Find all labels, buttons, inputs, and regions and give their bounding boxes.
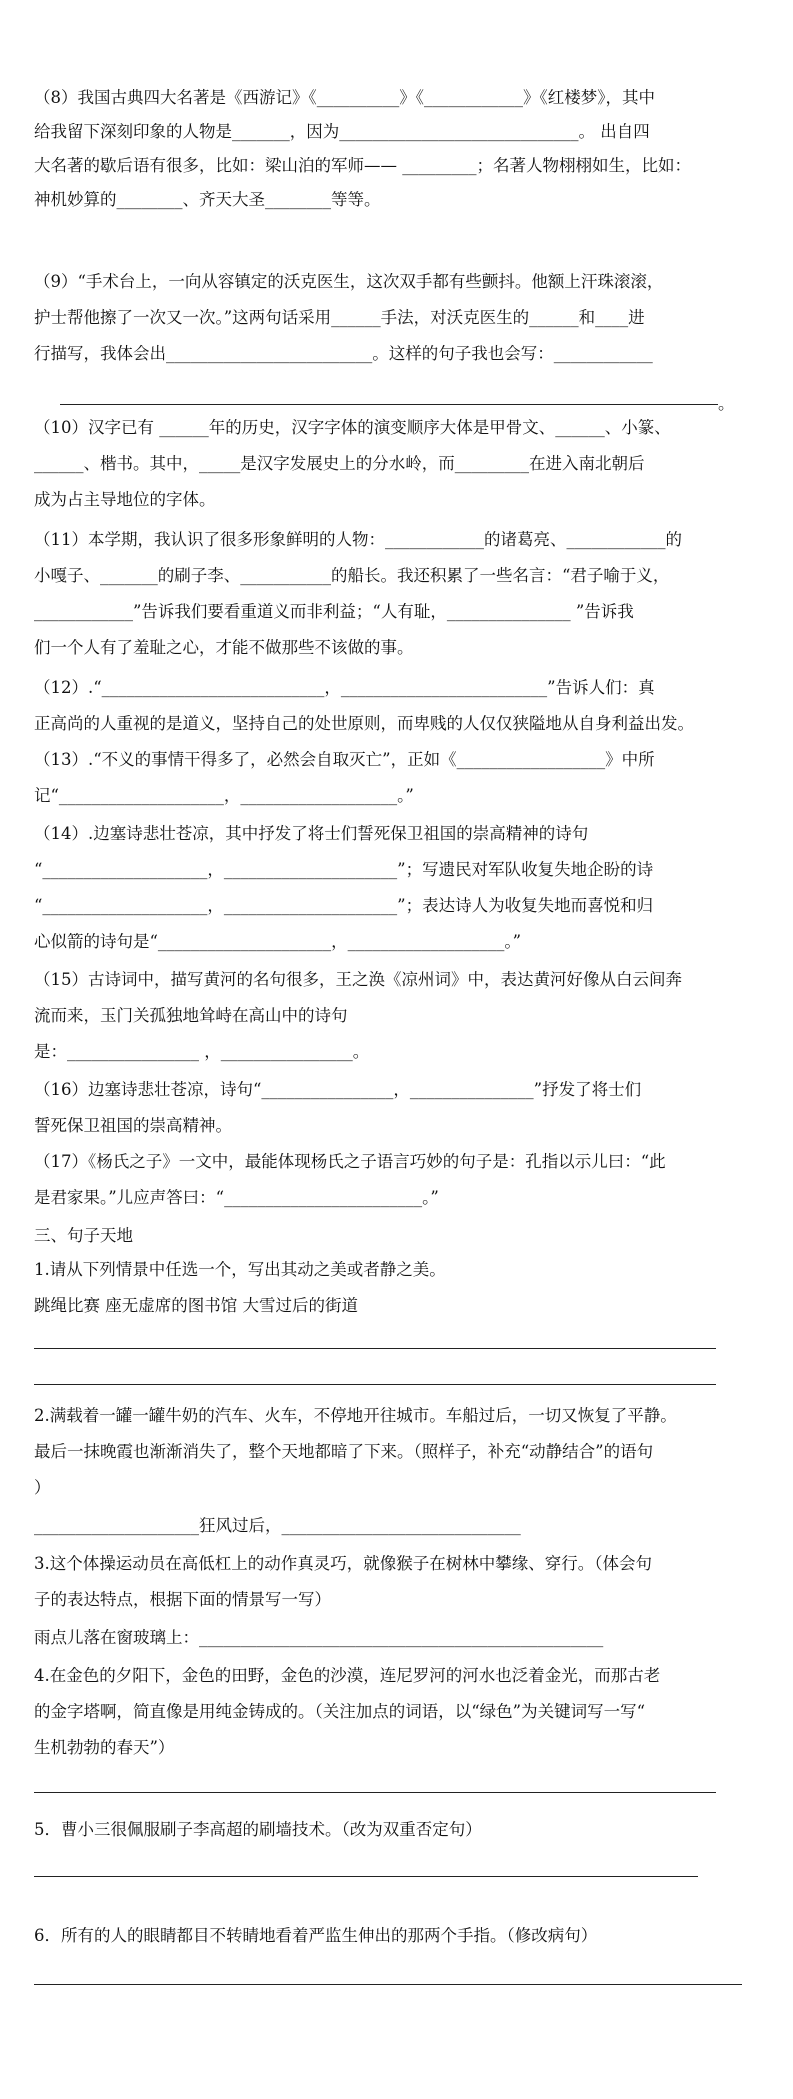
- text-line: ______、楷书。其中，_____是汉字发展史上的分水岭，而_________在进入南北朝后: [34, 454, 645, 473]
- text-line: 给我留下深刻印象的人物是_______，因为_____________________________。 出自四: [34, 122, 650, 141]
- text-line: 6．所有的人的眼睛都目不转睛地看着严监生伸出的那两个手指。（修改病句）: [34, 1926, 598, 1945]
- text-line: 记“____________________，___________________。”: [34, 786, 414, 805]
- text-line: （9）“手术台上，一向从容镇定的沃克医生，这次双手都有些颤抖。他额上汗珠滚滚，: [34, 272, 664, 291]
- text-line: 流而来，玉门关孤独地耸峙在高山中的诗句: [34, 1006, 348, 1025]
- text-line: 成为占主导地位的字体。: [34, 490, 216, 509]
- text-line: 是：________________ ，________________。: [34, 1042, 370, 1061]
- text-line: 子的表达特点，根据下面的情景写一写）: [34, 1590, 331, 1609]
- answer-line[interactable]: [34, 1348, 716, 1349]
- text-line: 最后一抹晚霞也渐渐消失了，整个天地都暗了下来。（照样子，补充“动静结合”的语句: [34, 1442, 654, 1461]
- text-line: 5．曹小三很佩服刷子李高超的刷墙技术。（改为双重否定句）: [34, 1820, 482, 1839]
- text-line: 是君家果。”儿应声答曰：“________________________。”: [34, 1188, 439, 1207]
- text-line: ）: [34, 1478, 51, 1497]
- text-line: （14）.边塞诗悲壮苍凉，其中抒发了将士们誓死保卫祖国的崇高精神的诗句: [34, 824, 589, 843]
- text-line: 小嘎子、_______的刷子李、___________的船长。我还积累了一些名言：“君子喻于义，: [34, 566, 670, 585]
- text-line: 正高尚的人重视的是道义，坚持自己的处世原则，而卑贱的人仅仅狭隘地从自身利益出发。: [34, 714, 694, 733]
- text-line: 们一个人有了羞耻之心，才能不做那些不该做的事。: [34, 638, 414, 657]
- text-line: 三、句子天地: [34, 1226, 133, 1245]
- text-line: 雨点儿落在窗玻璃上：_________________________________________________: [34, 1628, 604, 1647]
- text-line: “____________________，_____________________”；表达诗人为收复失地而喜悦和归: [34, 896, 654, 915]
- text-line: （11）本学期，我认识了很多形象鲜明的人物：____________的诸葛亮、____________的: [34, 530, 682, 549]
- text-line: 大名著的歇后语有很多，比如：梁山泊的军师—— _________；名著人物栩栩如生，比如：: [34, 156, 691, 175]
- answer-line[interactable]: [34, 1792, 716, 1793]
- text-line: 心似箭的诗句是“_____________________，___________________。”: [34, 932, 522, 951]
- text-line: 护士帮他擦了一次又一次。”这两句话采用______手法，对沃克医生的______和____进: [34, 308, 645, 327]
- text-line: 3.这个体操运动员在高低杠上的动作真灵巧，就像猴子在树林中攀缘、穿行。（体会句: [34, 1554, 652, 1573]
- text-line: 跳绳比赛 座无虚席的图书馆 大雪过后的街道: [34, 1296, 358, 1315]
- answer-line[interactable]: [34, 1876, 698, 1877]
- text-line: ____________________狂风过后，_____________________________: [34, 1516, 521, 1535]
- text-line: 誓死保卫祖国的崇高精神。: [34, 1116, 232, 1135]
- answer-line[interactable]: [34, 1984, 742, 1985]
- text-line: （10）汉字已有 ______年的历史，汉字字体的演变顺序大体是甲骨文、______、小篆、: [34, 418, 671, 437]
- text-line: 行描写，我体会出_________________________。这样的句子我也会写：____________: [34, 344, 653, 363]
- answer-line[interactable]: [60, 404, 718, 405]
- text-line: 生机勃勃的春天”）: [34, 1738, 175, 1757]
- text-line: 2.满载着一罐一罐牛奶的汽车、火车，不停地开往城市。车船过后，一切又恢复了平静。: [34, 1406, 677, 1425]
- text-line: （13）.“不义的事情干得多了，必然会自取灭亡”，正如《__________________》中所: [34, 750, 655, 769]
- text-line: 4.在金色的夕阳下，金色的田野，金色的沙漠，连尼罗河的河水也泛着金光，而那古老: [34, 1666, 661, 1685]
- text-line: （8）我国古典四大名著是《西游记》《__________》《____________》《红楼梦》，其中: [34, 88, 655, 107]
- text-line: ____________”告诉我们要看重道义而非利益；“人有耻，_______________ ”告诉我: [34, 602, 634, 621]
- text-line: 的金字塔啊，简直像是用纯金铸成的。（关注加点的词语，以“绿色”为关键词写一写“: [34, 1702, 646, 1721]
- text-line: 1.请从下列情景中任选一个，写出其动之美或者静之美。: [34, 1260, 446, 1279]
- text-line: （16）边塞诗悲壮苍凉，诗句“________________，_______________”抒发了将士们: [34, 1080, 642, 1099]
- answer-line[interactable]: [34, 1384, 716, 1385]
- text-line: 神机妙算的________、齐天大圣________等等。: [34, 190, 381, 209]
- text-line: （12）.“___________________________，_________________________”告诉人们：真: [34, 678, 655, 697]
- text-line: “____________________，_____________________”；写遗民对军队收复失地企盼的诗: [34, 860, 654, 879]
- text-line: （15）古诗词中，描写黄河的名句很多，王之涣《凉州词》中，表达黄河好像从白云间奔: [34, 970, 682, 989]
- text-line: （17）《杨氏之子》一文中，最能体现杨氏之子语言巧妙的句子是：孔指以示儿曰：“此: [34, 1152, 666, 1171]
- period-mark: 。: [718, 394, 735, 413]
